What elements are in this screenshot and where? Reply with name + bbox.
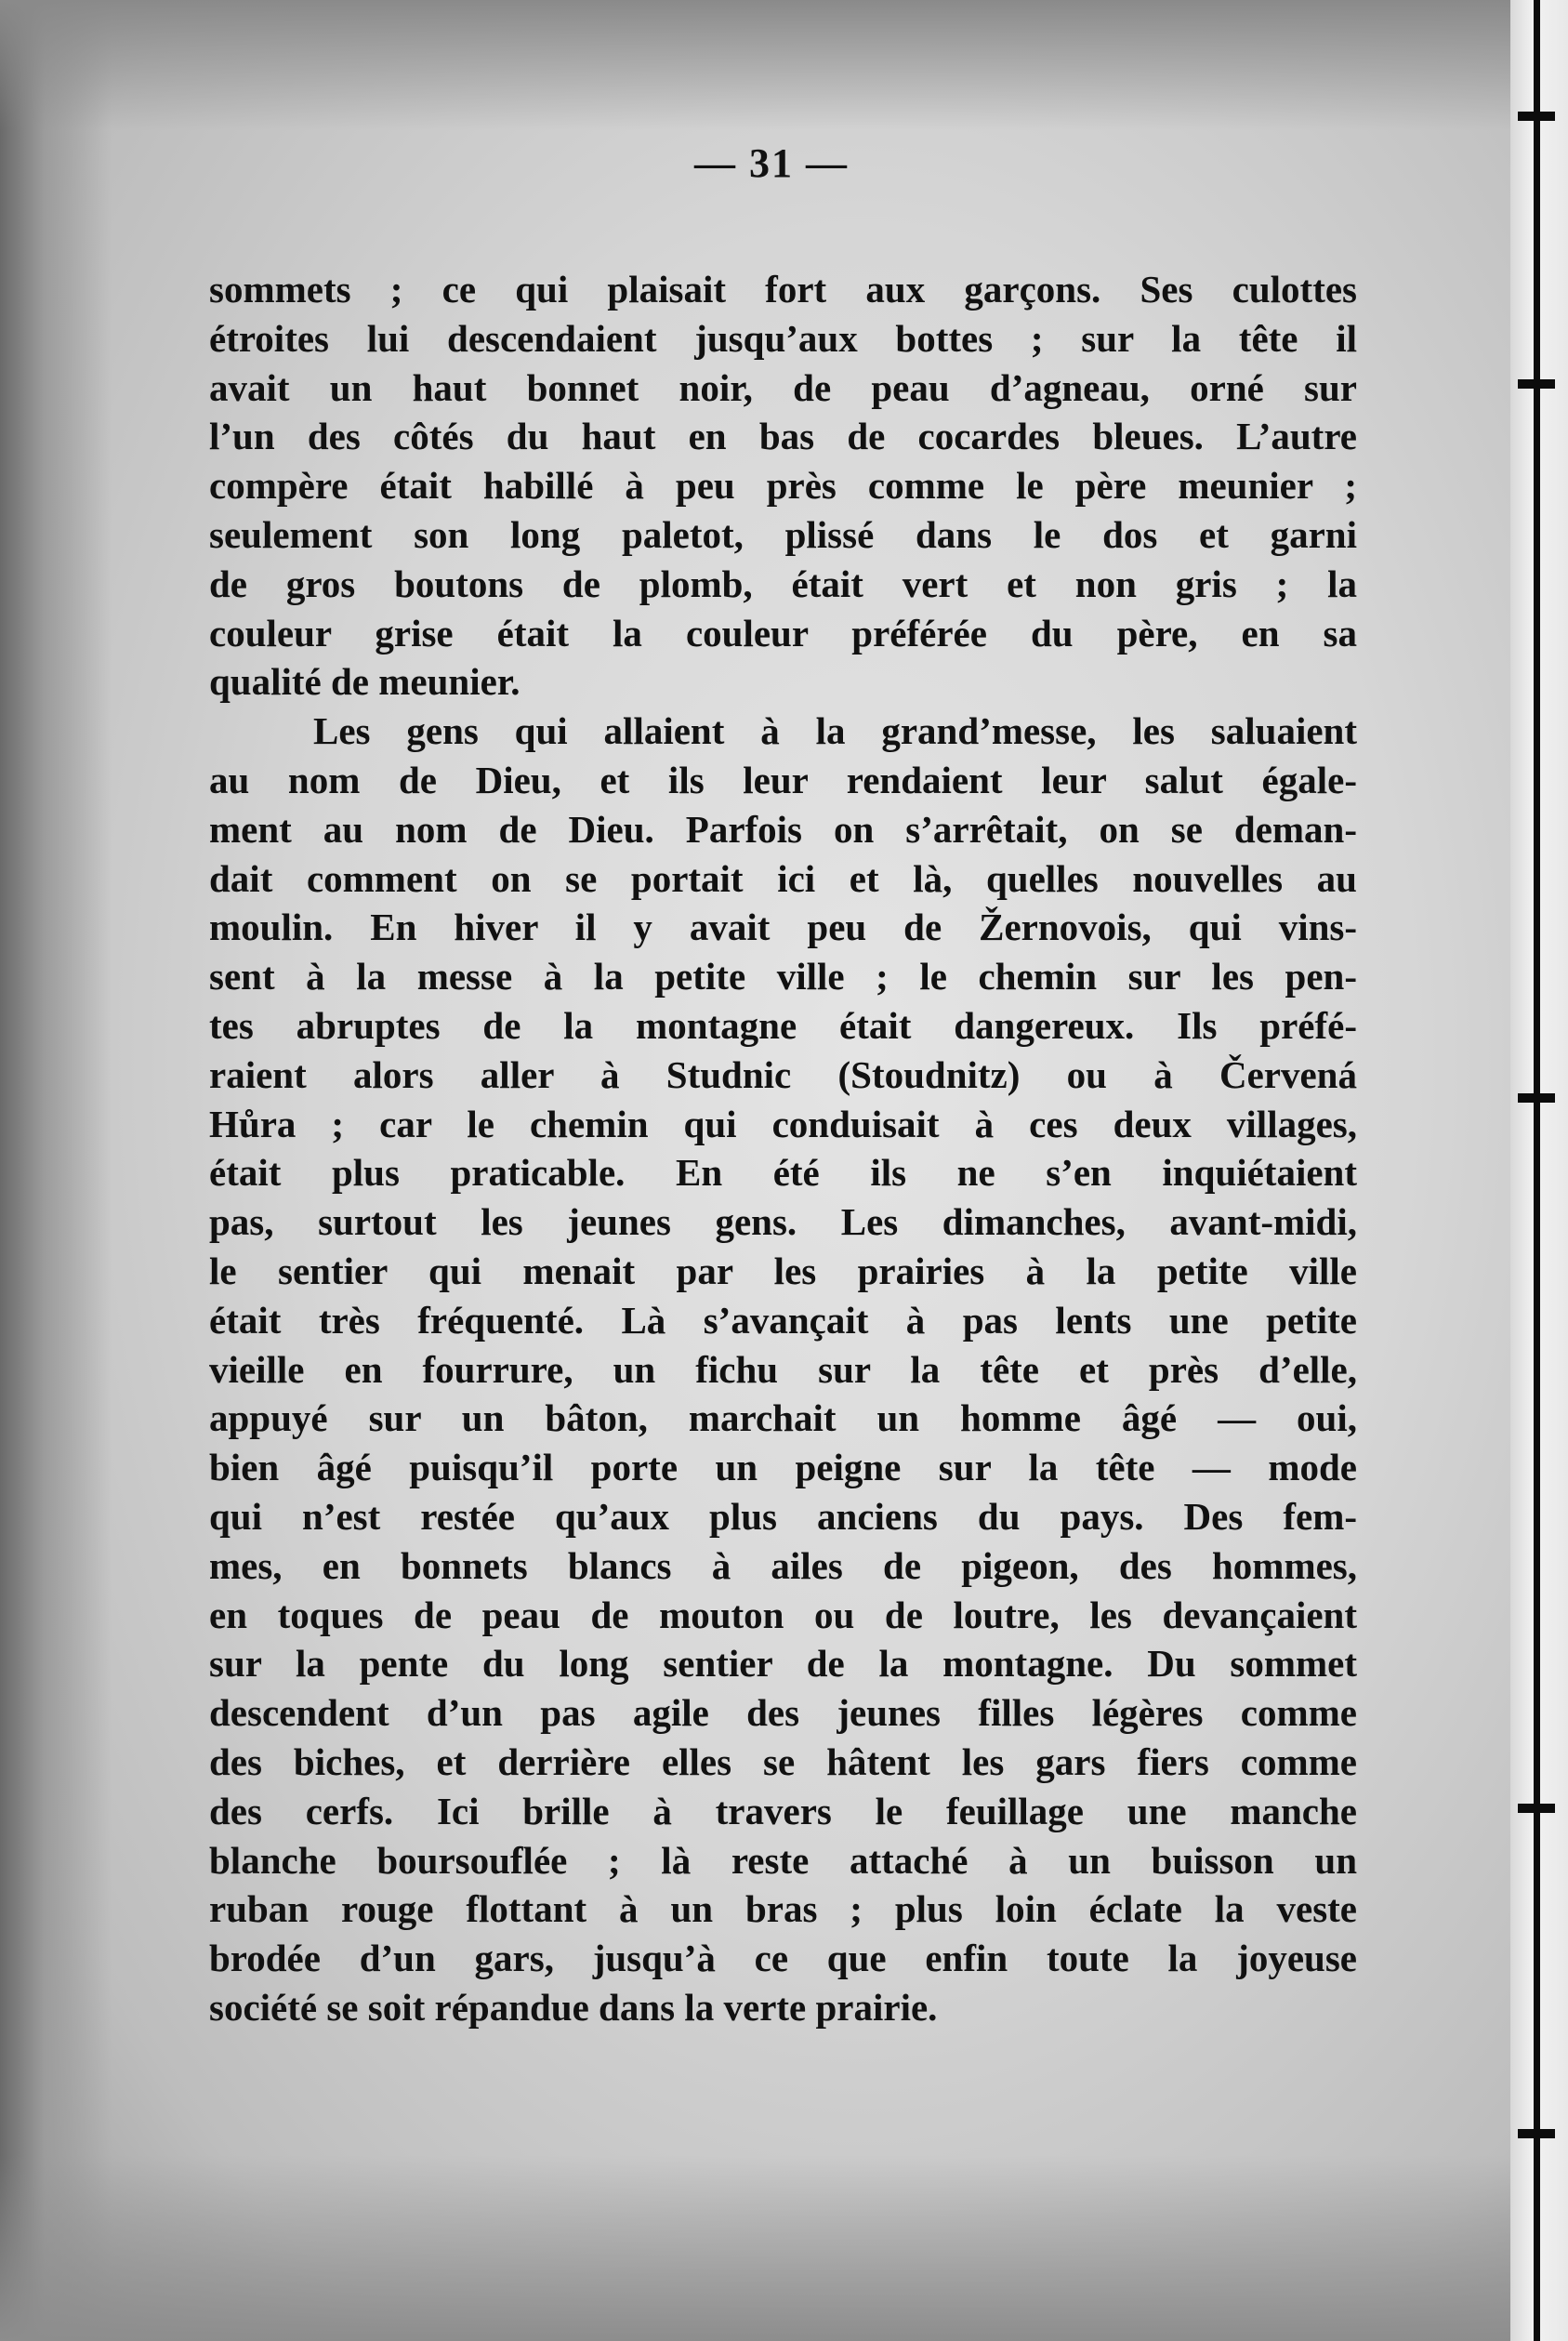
text-line: appuyé sur un bâton, marchait un homme âgé — oui,: [209, 1396, 1357, 1440]
text-line: de gros boutons de plomb, était vert et non gris ; la: [209, 562, 1357, 605]
text-line: le sentier qui menait par les prairies à la petite ville: [209, 1249, 1357, 1292]
text-line: moulin. En hiver il y avait peu de Žernovois, qui vins-: [209, 906, 1357, 949]
text-line: qualité de meunier.: [209, 660, 520, 704]
text-line: ruban rouge flottant à un bras ; plus loin éclate la veste: [209, 1887, 1357, 1931]
text-line: société se soit répandue dans la verte prairie.: [209, 1985, 938, 2029]
text-line: ment au nom de Dieu. Parfois on s’arrêtait, on se deman-: [209, 807, 1357, 851]
page-shadow-bottom: [0, 2155, 1568, 2341]
text-line: au nom de Dieu, et ils leur rendaient leur salut égale-: [209, 758, 1357, 801]
text-line: Les gens qui allaient à la grand’messe, les saluaient: [313, 709, 1357, 753]
page-shadow-left: [0, 0, 112, 2341]
text-line: était plus praticable. En été ils ne s’en inquiétaient: [209, 1151, 1357, 1195]
text-line: descendent d’un pas agile des jeunes filles légères comme: [209, 1691, 1357, 1735]
binding-stitch: [1518, 112, 1555, 121]
text-line: raient alors aller à Studnic (Stoudnitz) ou à Červená: [209, 1052, 1357, 1096]
text-line: des cerfs. Ici brille à travers le feuillage une manche: [209, 1789, 1357, 1832]
binding-stitch: [1518, 1804, 1555, 1813]
text-line: Hůra ; car le chemin qui conduisait à ces deux villages,: [209, 1102, 1357, 1145]
body-text: [209, 265, 1357, 2032]
text-line: tes abruptes de la montagne était dangereux. Ils préfé-: [209, 1003, 1357, 1047]
text-line: brodée d’un gars, jusqu’à ce que enfin toute la joyeuse: [209, 1937, 1357, 1980]
paragraph-1: [209, 265, 1357, 707]
binding-stitch: [1518, 379, 1555, 389]
text-line: compère était habillé à peu près comme le père meunier ;: [209, 464, 1357, 508]
paragraph-2: [209, 707, 1357, 2032]
text-line: sent à la messe à la petite ville ; le chemin sur les pen-: [209, 955, 1357, 999]
text-line: dait comment on se portait ici et là, quelles nouvelles au: [209, 856, 1357, 900]
text-line: était très fréquenté. Là s’avançait à pas lents une petite: [209, 1298, 1357, 1342]
text-line: pas, surtout les jeunes gens. Les dimanches, avant-midi,: [209, 1200, 1357, 1244]
text-line: seulement son long paletot, plissé dans le dos et garni: [209, 512, 1357, 556]
text-line: sur la pente du long sentier de la montagne. Du sommet: [209, 1642, 1357, 1686]
text-line: bien âgé puisqu’il porte un peigne sur la tête — mode: [209, 1446, 1357, 1489]
text-line: l’un des côtés du haut en bas de cocardes bleues. L’autre: [209, 415, 1357, 458]
text-line: en toques de peau de mouton ou de loutre, les devançaient: [209, 1593, 1357, 1636]
text-line: mes, en bonnets blancs à ailes de pigeon, des hommes,: [209, 1543, 1357, 1587]
text-line: blanche boursouflée ; là reste attaché à un buisson un: [209, 1838, 1357, 1882]
text-line: couleur grise était la couleur préférée du père, en sa: [209, 611, 1357, 655]
text-line: des biches, et derrière elles se hâtent les gars fiers comme: [209, 1739, 1357, 1783]
text-line: qui n’est restée qu’aux plus anciens du pays. Des fem-: [209, 1494, 1357, 1538]
text-line: vieille en fourrure, un fichu sur la tête et près d’elle,: [209, 1347, 1357, 1391]
text-line: avait un haut bonnet noir, de peau d’agneau, orné sur: [209, 365, 1357, 409]
binding-thread: [1534, 0, 1540, 2341]
page-number: — 31 —: [694, 140, 849, 186]
text-line: étroites lui descendaient jusqu’aux bottes ; sur la tête il: [209, 316, 1357, 360]
page-shadow-top: [0, 0, 1568, 130]
binding-stitch: [1518, 1093, 1555, 1103]
binding-stitch: [1518, 2129, 1555, 2138]
text-line: sommets ; ce qui plaisait fort aux garçons. Ses culottes: [209, 268, 1357, 311]
